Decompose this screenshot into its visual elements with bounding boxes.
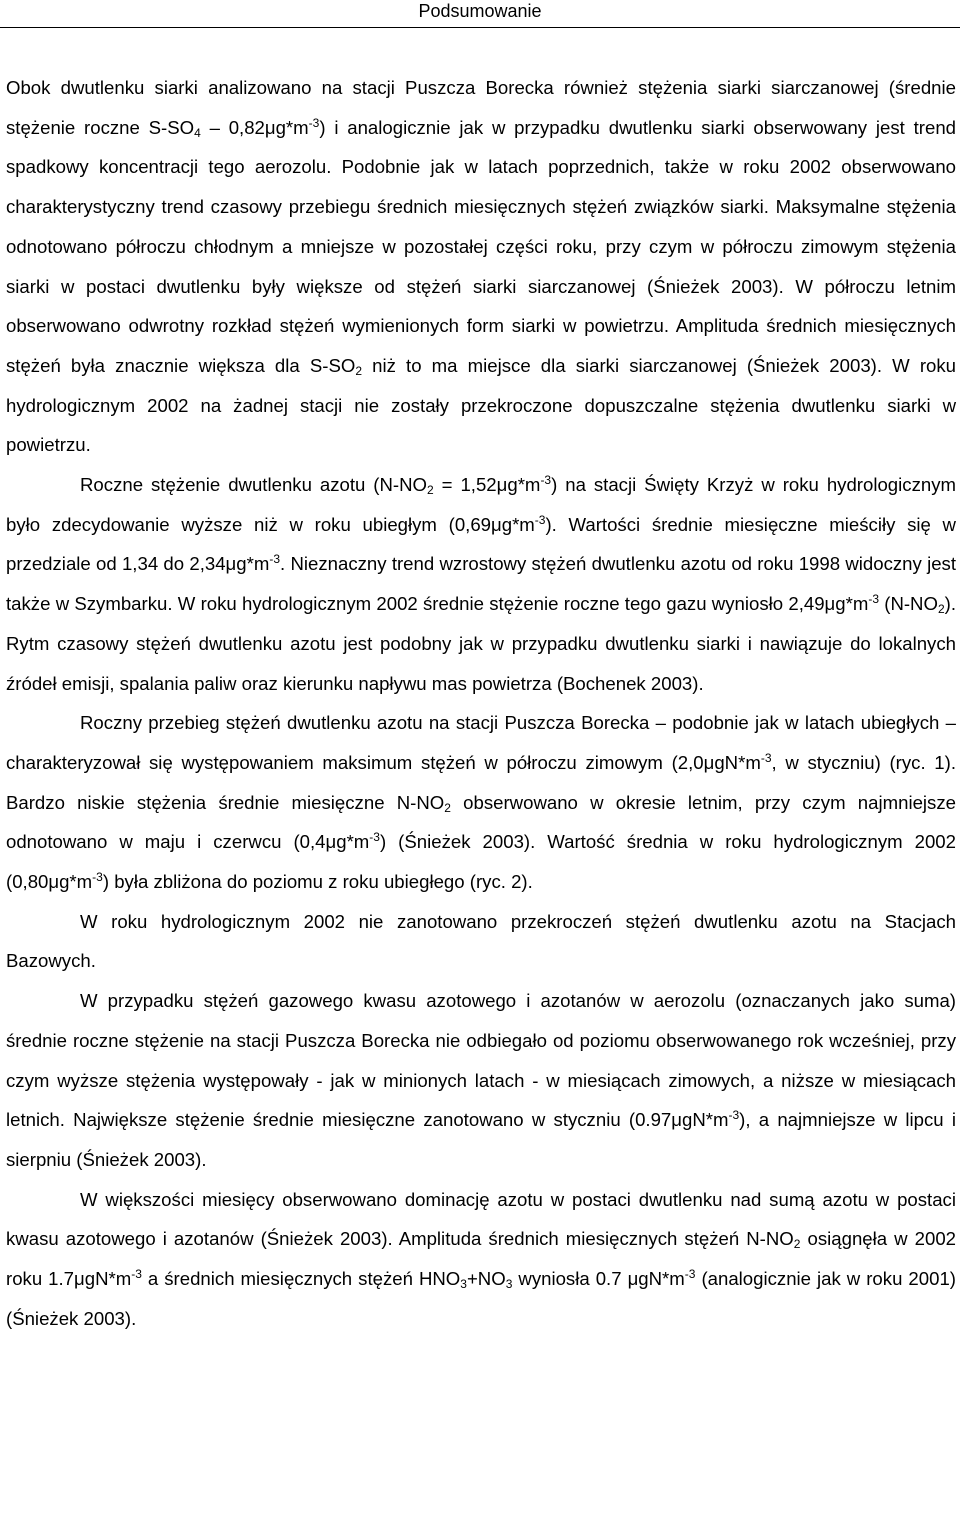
- text-run: ). Wartości średnie miesięczne mieściły się w przedziale od 1,34 do 2,34μg*m: [6, 513, 956, 575]
- superscript: -3: [269, 552, 281, 567]
- text-run: Obok dwutlenku siarki analizowano na stacji Puszcza Borecka również stężenia siarki siarczanowej (średnie stężenie roczne S-SO: [6, 77, 956, 138]
- subscript: 2: [793, 1237, 801, 1252]
- subscript: 3: [460, 1277, 467, 1292]
- text-run: (N-NO: [879, 593, 938, 615]
- text-run: ), a najmniejsze w lipcu i sierpniu (Śnieżek 2003).: [6, 1109, 956, 1170]
- subscript: 3: [505, 1277, 513, 1292]
- text-run: (analogicznie jak w roku 2001) (Śnieżek 2003).: [6, 1268, 956, 1329]
- paragraph: [6, 68, 956, 465]
- text-run: ). Rytm czasowy stężeń dwutlenku azotu jest podobny jak w przypadku dwutlenku siarki i nawiązuje do lokalnych źródeł emisji, spalania paliw oraz kierunku napływu mas powietrza (Bochenek 2003).: [6, 593, 956, 694]
- text-run: W większości miesięcy obserwowano dominację azotu w postaci dwutlenku nad sumą azotu w postaci kwasu azotowego i azotanów (Śnieżek 2003). Amplituda średnich miesięcznych stężeń N-NO: [6, 1188, 956, 1250]
- paragraph: [6, 981, 956, 1180]
- text-run: = 1,52μg*m: [433, 474, 541, 496]
- text-run: W roku hydrologicznym 2002 nie zanotowano przekroczeń stężeń dwutlenku azotu na Stacjach Bazowych.: [6, 910, 956, 972]
- text-run: Roczne stężenie dwutlenku azotu (N-NO: [80, 474, 428, 496]
- text-run: ) i analogicznie jak w przypadku dwutlenku siarki obserwowany jest trend spadkowy koncentracji tego aerozolu. Podobnie jak w latach poprzednich, także w roku 2002 obserwowano charakterystyczny trend czasowy przebiegu średnich miesięcznych stężeń związków siarki. Maksymalne stężenia odnotowano półroczu chłodnym a mniejsze w pozostałej części roku, przy czym w półroczu zimowym stężenia siarki w postaci dwutlenku były większe od stężeń siarki siarczanowej (Śnieżek 2003). W półroczu letnim obserwowano odwrotny rozkład stężeń wymienionych form siarki w powietrzu. Amplituda średnich miesięcznych stężeń była znacznie większa dla S-SO: [6, 116, 956, 376]
- subscript: 2: [937, 602, 945, 617]
- text-run: +NO: [466, 1268, 506, 1290]
- text-run: ) była zbliżona do poziomu z roku ubiegłego (ryc. 2).: [102, 871, 533, 893]
- superscript: -3: [369, 830, 380, 845]
- header-divider: [0, 27, 960, 28]
- text-run: Roczny przebieg stężeń dwutlenku azotu na stacji Puszcza Borecka – podobnie jak w latach ubiegłych – charakteryzował się występowaniem maksimum stężeń w półroczu zimowym (2,0μgN*m: [6, 712, 956, 773]
- text-run: wyniosła 0.7 μgN*m: [512, 1268, 685, 1290]
- page-header: [0, 0, 960, 22]
- paragraph: [6, 465, 956, 703]
- subscript: 2: [427, 483, 434, 498]
- superscript: -3: [760, 750, 772, 765]
- superscript: -3: [308, 115, 320, 130]
- document-body: [6, 68, 956, 1339]
- paragraph: [6, 902, 956, 981]
- superscript: -3: [728, 1108, 740, 1123]
- text-run: osiągnęła w 2002 roku 1.7μgN*m: [6, 1228, 956, 1290]
- superscript: -3: [534, 512, 546, 527]
- subscript: 4: [194, 125, 201, 140]
- subscript: 2: [444, 800, 451, 815]
- text-run: obserwowano w okresie letnim, przy czym najmniejsze odnotowano w maju i czerwcu (0,4μg*m: [6, 791, 956, 853]
- superscript: -3: [131, 1267, 142, 1282]
- text-run: W przypadku stężeń gazowego kwasu azotowego i azotanów w aerozolu (oznaczanych jako suma) średnie roczne stężenie na stacji Puszcza Borecka nie odbiegało od poziomu obserwowanego rok wcześniej, przy czym wyższe stężenia występowały - jak w minionych latach - w miesiącach zimowych, a niższe w miesiącach letnich. Największe stężenie średnie miesięczne zanotowano w styczniu (0.97μgN*m: [6, 990, 956, 1131]
- page-title: Podsumowanie: [418, 1, 542, 21]
- superscript: -3: [92, 870, 103, 885]
- paragraph: [6, 703, 956, 902]
- text-run: ) na stacji Święty Krzyż w roku hydrologicznym było zdecydowanie wyższe niż w roku ubiegłym (0,69μg*m: [6, 474, 956, 535]
- superscript: -3: [684, 1267, 696, 1282]
- superscript: -3: [868, 592, 879, 607]
- text-run: , w styczniu) (ryc. 1). Bardzo niskie stężenia średnie miesięczne N-NO: [6, 751, 956, 813]
- subscript: 2: [355, 363, 363, 378]
- text-run: a średnich miesięcznych stężeń HNO: [141, 1268, 461, 1290]
- superscript: -3: [540, 473, 552, 488]
- text-run: ) (Śnieżek 2003). Wartość średnia w roku hydrologicznym 2002 (0,80μg*m: [6, 831, 956, 893]
- text-run: niż to ma miejsce dla siarki siarczanowej (Śnieżek 2003). W roku hydrologicznym 2002 na żadnej stacji nie zostały przekroczone dopuszczalne stężenia dwutlenku siarki w powietrzu.: [6, 354, 957, 456]
- text-run: . Nieznaczny trend wzrostowy stężeń dwutlenku azotu od roku 1998 widoczny jest także w Szymbarku. W roku hydrologicznym 2002 średnie stężenie roczne tego gazu wyniosło 2,49μg*m: [6, 553, 957, 615]
- paragraph: [6, 1180, 956, 1339]
- text-run: – 0,82μg*m: [200, 116, 309, 138]
